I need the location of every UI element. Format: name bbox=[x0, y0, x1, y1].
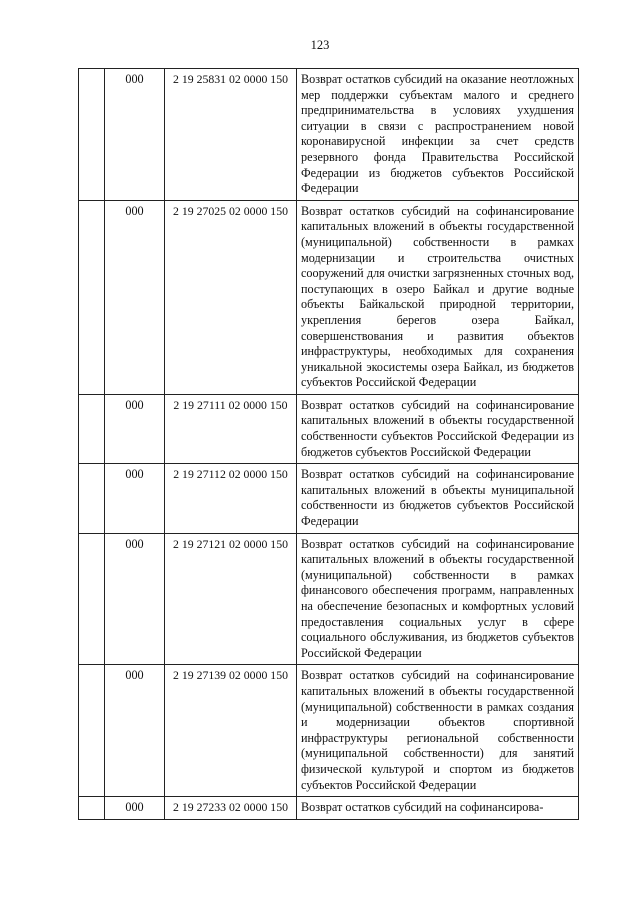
page-number: 123 bbox=[310, 38, 330, 52]
table-row bbox=[79, 533, 579, 665]
budget-code-cell: 2 19 27112 02 0000 150 bbox=[165, 464, 297, 533]
admin-code-cell: 000 bbox=[105, 69, 165, 201]
table-row bbox=[79, 200, 579, 394]
blank-cell bbox=[79, 533, 105, 665]
table-row bbox=[79, 69, 579, 201]
table-row bbox=[79, 665, 579, 797]
admin-code-cell: 000 bbox=[105, 665, 165, 797]
admin-code-cell: 000 bbox=[105, 200, 165, 394]
table-row bbox=[79, 797, 579, 820]
admin-code-cell: 000 bbox=[105, 533, 165, 665]
blank-cell bbox=[79, 464, 105, 533]
description-cell: Возврат остатков субсидий на оказание неотложных мер поддержки субъектам малого и среднего предпринимательства в условиях ухудшения ситуации в связи с распространением новой коронавирусной инфекции за счет средств резервного фонда Правительства Российской Федерации из бюджетов субъектов Российской Федерации bbox=[297, 69, 579, 201]
blank-cell bbox=[79, 394, 105, 463]
table-row bbox=[79, 464, 579, 533]
description-cell: Возврат остатков субсидий на софинансирование капитальных вложений в объекты муниципальной собственности из бюджетов субъектов Российской Федерации bbox=[297, 464, 579, 533]
budget-code-cell: 2 19 27111 02 0000 150 bbox=[165, 394, 297, 463]
blank-cell bbox=[79, 200, 105, 394]
description-cell: Возврат остатков субсидий на софинансирование капитальных вложений в объекты государственной собственности субъектов Российской Федерации из бюджетов субъектов Российской Федерации bbox=[297, 394, 579, 463]
budget-code-cell: 2 19 25831 02 0000 150 bbox=[165, 69, 297, 201]
budget-code-cell: 2 19 27121 02 0000 150 bbox=[165, 533, 297, 665]
admin-code-cell: 000 bbox=[105, 464, 165, 533]
budget-code-cell: 2 19 27233 02 0000 150 bbox=[165, 797, 297, 820]
admin-code-cell: 000 bbox=[105, 394, 165, 463]
description-cell: Возврат остатков субсидий на софинансирование капитальных вложений в объекты государственной (муниципальной) собственности в рамках модернизации и строительства очистных сооружений для очистки загрязненных сточных вод, поступающих в озеро Байкал и другие водные объекты Байкальской природной территории, укрепления берегов озера Байкал, совершенствования и развития объектов инфраструктуры, необходимых для сохранения уникальной экосистемы озера Байкал, из бюджетов субъектов Российской Федерации bbox=[297, 200, 579, 394]
budget-code-table bbox=[78, 68, 579, 820]
table-row bbox=[79, 394, 579, 463]
blank-cell bbox=[79, 665, 105, 797]
description-cell: Возврат остатков субсидий на софинансирование капитальных вложений в объекты государственной (муниципальной) собственности в рамках финансового обеспечения программ, направленных на обеспечение безопасных и комфортных условий предоставления социальных услуг в сфере социального обслуживания, из бюджетов субъектов Российской Федерации bbox=[297, 533, 579, 665]
description-cell: Возврат остатков субсидий на софинансирова- bbox=[297, 797, 579, 820]
blank-cell bbox=[79, 797, 105, 820]
budget-code-cell: 2 19 27139 02 0000 150 bbox=[165, 665, 297, 797]
description-cell: Возврат остатков субсидий на софинансирование капитальных вложений в объекты государственной (муниципальной) собственности в рамках создания и модернизации объектов спортивной инфраструктуры региональной собственности (муниципальной собственности) для занятий физической культурой и спортом из бюджетов субъектов Российской Федерации bbox=[297, 665, 579, 797]
blank-cell bbox=[79, 69, 105, 201]
budget-code-cell: 2 19 27025 02 0000 150 bbox=[165, 200, 297, 394]
admin-code-cell: 000 bbox=[105, 797, 165, 820]
